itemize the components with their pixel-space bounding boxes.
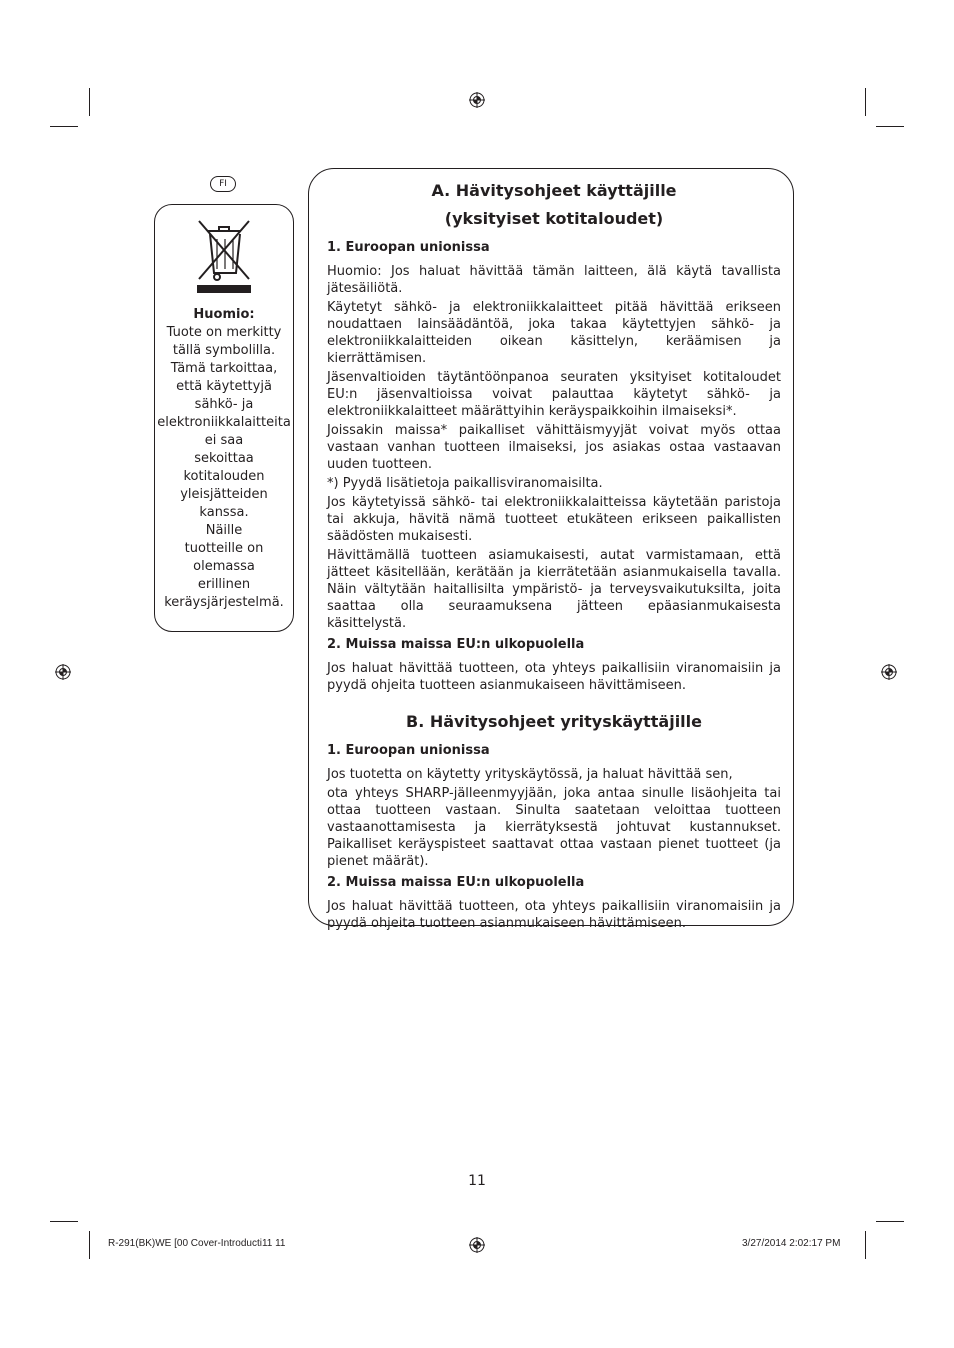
- weee-notice-box: [154, 204, 294, 632]
- weee-notice-line: sekoittaa: [194, 451, 254, 466]
- section-a-paragraph: Jos käytetyissä sähkö- tai elektroniikkalaitteissa käytetään paristoja tai akkuja, hävitä nämä tuotteet etukäteen erikseen paikallisten säädösten mukaisesti.: [327, 495, 781, 544]
- registration-mark-icon: [55, 664, 71, 680]
- weee-notice-line: Tuote on merkitty: [166, 325, 282, 340]
- weee-notice-heading: Huomio:: [193, 307, 255, 322]
- crop-mark: [876, 126, 904, 127]
- section-b-paragraph: ota yhteys SHARP-jälleenmyyjään, joka antaa sinulle lisäohjeita tai ottaa tuotteen vastaan. Sinulta saatetaan veloittaa tuotteen vastaanottamisesta ja kierrätyksestä johtuvat kustannukset. Paikalliset keräyspisteet saattavat ottaa vastaan pienet tuotteet (ja pienet määrät).: [327, 786, 781, 869]
- registration-mark-icon: [469, 92, 485, 108]
- section-a-paragraph: Joissakin maissa* paikalliset vähittäismyyjät voivat myös ottaa vastaan vanhan tuotteen ilmaiseksi, jos asiakas ostaa vastaavan uuden tuotteen.: [327, 423, 781, 472]
- weee-notice-line: elektroniikkalaitteita: [157, 415, 291, 430]
- crop-mark: [50, 1221, 78, 1222]
- weee-notice-line: kotitalouden: [183, 469, 265, 484]
- weee-notice-line: Näille: [205, 523, 243, 538]
- section-a-paragraph: Käytetyt sähkö- ja elektroniikkalaitteet pitää hävittää erikseen noudattaen lainsäädäntöä, joka takaa käytettyjen sähkö- ja elektroniikkalaitteiden oikean käsittelyn, keräämisen ja kierrättämisen.: [327, 300, 781, 366]
- weee-notice-line: tuotteille on: [184, 541, 264, 556]
- section-a-paragraph-non-eu: Jos haluat hävittää tuotteen, ota yhteys paikallisiin viranomaisiin ja pyydä ohjeita tuotteen asianmukaiseen hävittämiseen.: [327, 661, 781, 693]
- weee-notice-line: keräysjärjestelmä.: [164, 595, 284, 610]
- weee-notice-line: tällä symbolilla.: [172, 343, 276, 358]
- section-a-paragraph: Jäsenvaltioiden täytäntöönpanoa seuraten yksityiset kotitaloudet EU:n jäsenvaltioissa voivat palauttaa käytetyt sähkö- ja elektroniikkalaitteet määrättyihin keräyspaikkoihin ilmaiseksi*.: [327, 370, 781, 419]
- disposal-instructions-content: [327, 177, 781, 934]
- weee-notice-line: erillinen: [197, 577, 251, 592]
- section-b-subheading-eu: 1. Euroopan unionissa: [327, 743, 490, 758]
- section-b-paragraph-non-eu: Jos haluat hävittää tuotteen, ota yhteys paikallisiin viranomaisiin ja pyydä ohjeita tuotteen asianmukaiseen hävittämiseen.: [327, 899, 781, 931]
- section-b-title: B. Hävitysohjeet yrityskäyttäjille: [406, 712, 702, 731]
- crop-mark: [50, 126, 78, 127]
- crossed-out-wheelie-bin-icon: [193, 215, 255, 295]
- weee-notice-line: yleisjätteiden: [180, 487, 268, 502]
- section-a-paragraph: Hävittämällä tuotteen asiamukaisesti, autat varmistamaan, että jätteet käsitellään, kerätään ja kierrätetään asianmukaisella tavalla. Näin vältytään haitallisilta ympäristö- ja terveysvaikutuksilta, joita saattaa olla seuraamuksena jätteen epäasianmukaisesta käsittelystä.: [327, 548, 781, 631]
- section-a-title: A. Hävitysohjeet käyttäjille: [431, 181, 677, 200]
- page-number: 11: [468, 1173, 486, 1189]
- crop-mark: [865, 1231, 866, 1259]
- section-a-paragraph: Huomio: Jos haluat hävittää tämän laitteen, älä käytä tavallista jätesäiliötä.: [327, 264, 781, 296]
- weee-notice-line: Tämä tarkoittaa,: [170, 361, 278, 376]
- disposal-instructions-box: [308, 168, 794, 931]
- crop-mark: [89, 88, 90, 116]
- registration-mark-icon: [469, 1237, 485, 1253]
- weee-notice-text: [155, 306, 293, 612]
- weee-notice-line: ei saa: [204, 433, 244, 448]
- language-badge: FI: [210, 176, 236, 192]
- weee-notice-line: kanssa.: [199, 505, 249, 520]
- weee-notice-line: että käytettyjä: [176, 379, 272, 394]
- weee-notice-line: olemassa: [193, 559, 255, 574]
- section-a-subheading-eu: 1. Euroopan unionissa: [327, 240, 490, 255]
- print-slug-file: R-291(BK)WE [00 Cover-Introducti11 11: [108, 1238, 286, 1249]
- registration-mark-icon: [881, 664, 897, 680]
- print-slug-timestamp: 3/27/2014 2:02:17 PM: [742, 1238, 841, 1249]
- crop-mark: [876, 1221, 904, 1222]
- crop-mark: [865, 88, 866, 116]
- weee-notice-line: sähkö- ja: [194, 397, 254, 412]
- section-b-subheading-non-eu: 2. Muissa maissa EU:n ulkopuolella: [327, 875, 585, 890]
- section-b-paragraph: Jos tuotetta on käytetty yrityskäytössä, ja haluat hävittää sen,: [327, 767, 733, 782]
- section-a-paragraph: *) Pyydä lisätietoja paikallisviranomaisilta.: [327, 476, 603, 491]
- section-a-title-sub: (yksityiset kotitaloudet): [444, 209, 664, 228]
- section-a-subheading-non-eu: 2. Muissa maissa EU:n ulkopuolella: [327, 637, 585, 652]
- crop-mark: [89, 1231, 90, 1259]
